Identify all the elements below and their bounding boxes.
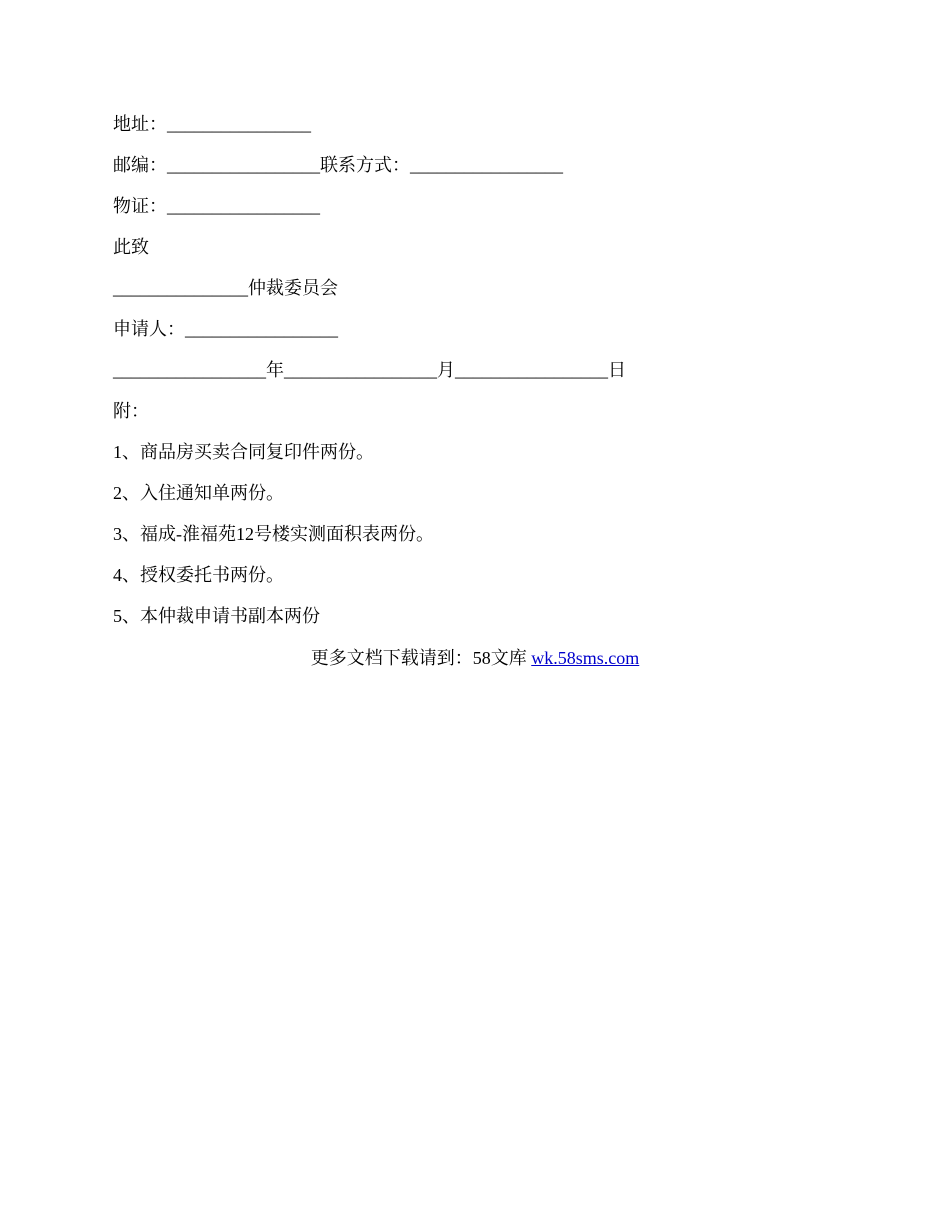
- address-line: 地址：________________: [113, 114, 311, 134]
- download-footer: [0, 645, 950, 671]
- postcode-contact-line: 邮编：_________________联系方式：_________________: [113, 155, 563, 175]
- attachments-heading: 附：: [113, 401, 149, 421]
- attachment-item: 5、本仲裁申请书副本两份: [113, 606, 320, 626]
- salutation-line: 此致: [113, 237, 149, 257]
- attachment-item: 2、入住通知单两份。: [113, 483, 284, 503]
- attachment-item: 1、商品房买卖合同复印件两份。: [113, 442, 374, 462]
- applicant-line: 申请人：_________________: [113, 319, 338, 339]
- evidence-line: 物证：_________________: [113, 196, 320, 216]
- date-line: _________________年_________________月_________________日: [113, 360, 626, 380]
- document-body: [113, 111, 853, 644]
- footer-link[interactable]: wk.58sms.com: [531, 648, 640, 668]
- attachment-item: 4、授权委托书两份。: [113, 565, 284, 585]
- footer-text: 更多文档下载请到：58文库: [310, 648, 527, 668]
- committee-line: _______________仲裁委员会: [113, 278, 338, 298]
- attachment-item: 3、福成-淮福苑12号楼实测面积表两份。: [113, 524, 434, 544]
